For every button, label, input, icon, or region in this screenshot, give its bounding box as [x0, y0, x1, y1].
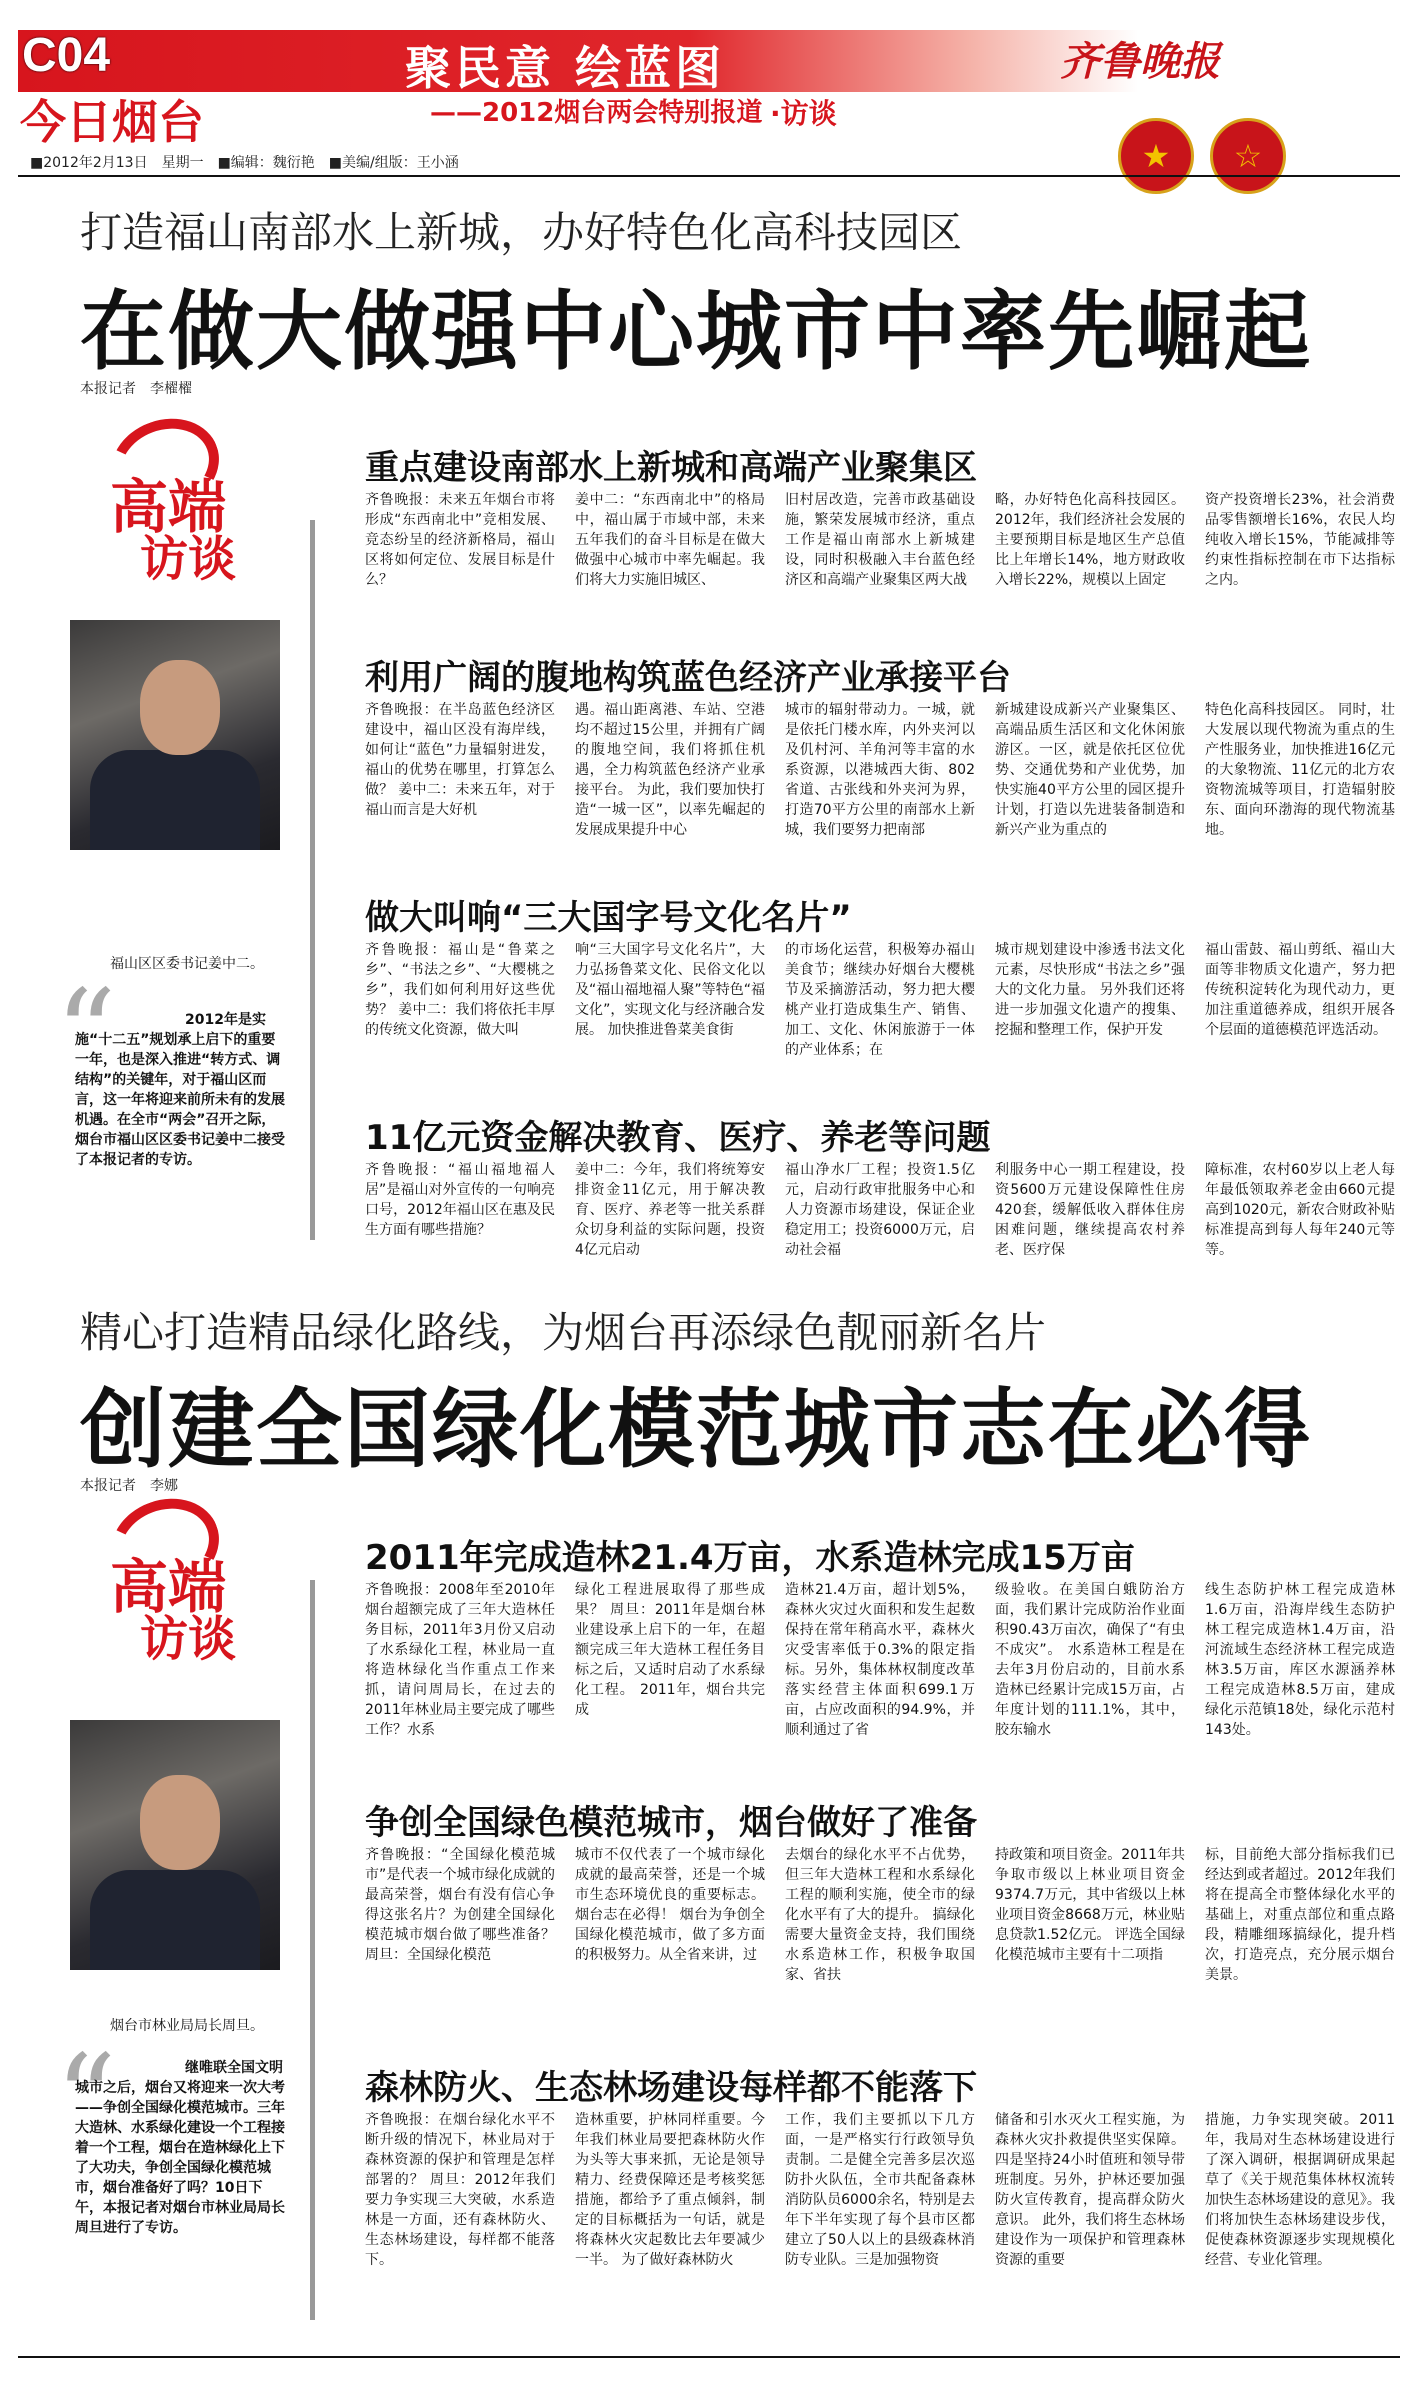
dateline: ■2012年2月13日 星期一 ■编辑：魏衍艳 ■美编/组版：王小涵	[30, 155, 459, 171]
text-column: 齐鲁晚报：“全国绿化模范城市”是代表一个城市绿化成就的最高荣誉，烟台有没有信心争得这张名片？为创建全国绿化模范城市烟台做了哪些准备？ 周旦：全国绿化模范	[365, 1847, 555, 1963]
text-column: 的市场化运营，积极筹办福山美食节；继续办好烟台大樱桃节及采摘游活动，努力把大樱桃产业打造成集生产、销售、加工、文化、休闲旅游于一体的产业体系；在	[785, 942, 975, 1058]
text-column: 响“三大国字号文化名片”，大力弘扬鲁菜文化、民俗文化以及“福山福地福人聚”等特色“福文化”，实现文化与经济融合发展。 加快推进鲁菜美食街	[575, 942, 765, 1038]
text-column: 姜中二：今年，我们将统筹安排资金11亿元，用于解决教育、医疗、养老等一批关系群众切身利益的实际问题，投资4亿元启动	[575, 1162, 765, 1258]
section-heading: 争创全国绿色模范城市，烟台做好了准备	[365, 1803, 977, 1843]
article1-byline: 本报记者 李櫂櫂	[80, 381, 192, 397]
interviewee-photo	[70, 620, 280, 850]
text-column: 遇。福山距离港、车站、空港均不超过15公里，并拥有广阔的腹地空间，我们将抓住机遇，全力构筑蓝色经济产业承接平台。 为此，我们要加快打造“一城一区”，以率先崛起的发展成果提升中心	[575, 702, 765, 838]
intro-quote: 继唯联全国文明城市之后，烟台又将迎来一次大考——争创全国绿化模范城市。三年大造林、水系绿化建设一个工程接着一个工程，烟台在造林绿化上下了大功夫，争创全国绿化模范城市，烟台准备好了吗？10日下午，本报记者对烟台市林业局局长周旦进行了专访。	[75, 2060, 285, 2236]
footer-rule	[18, 2356, 1400, 2358]
interviewee-photo	[70, 1720, 280, 1970]
badge-line1: 高端	[110, 1553, 227, 1621]
text-column: 工作，我们主要抓以下几方面，一是严格实行行政领导负责制。二是健全完善多层次巡防扑火队伍，全市共配备森林消防队员6000余名，特别是去年下半年实现了每个县市区都建立了50人以上的县级森林消防专业队。三是加强物资	[785, 2112, 975, 2268]
text-column: 标，目前绝大部分指标我们已经达到或者超过。2012年我们将在提高全市整体绿化水平的基础上，对重点部位和重点路段，精雕细琢搞绿化，提升档次，打造亮点，充分展示烟台美景。	[1205, 1847, 1395, 1983]
masthead-tag: ·访谈	[770, 97, 837, 130]
text-column: 齐鲁晚报：福山是“鲁菜之乡”、“书法之乡”、“大樱桃之乡”，我们如何利用好这些优势？ 姜中二：我们将依托丰厚的传统文化资源，做大叫	[365, 942, 555, 1038]
photo-caption: 福山区区委书记姜中二。	[110, 956, 264, 972]
text-column: 持政策和项目资金。2011年共争取市级以上林业项目资金9374.7万元，其中省级以上林业项目资金8668万元，林业贴息贷款1.52亿元。 评选全国绿化模范城市主要有十二项指	[995, 1847, 1185, 1963]
text-column: 线生态防护林工程完成造林1.6万亩，沿海岸线生态防护林工程完成造林1.4万亩，沿河流域生态经济林工程完成造林3.5万亩，库区水源涵养林工程完成造林8.5万亩，建成绿化示范镇18处，绿化示范村143处。	[1205, 1582, 1395, 1738]
text-column: 城市不仅代表了一个城市绿化成就的最高荣誉，还是一个城市生态环境优良的重要标志。烟台志在必得！ 烟台为争创全国绿化模范城市，做了多方面的积极努力。从全省来讲，过	[575, 1847, 765, 1963]
text-column: 措施，力争实现突破。2011年，我局对生态林场建设进行了深入调研，根据调研成果起草了《关于规范集体林权流转加快生态林场建设的意见》。我们将加快生态林场建设步伐，促使森林资源逐步实现规模化经营、专业化管理。	[1205, 2112, 1395, 2268]
quote-mark-icon: “	[55, 965, 117, 1104]
text-column: 资产投资增长23%，社会消费品零售额增长16%，农民人均纯收入增长15%，节能减排等约束性指标控制在市下达指标之内。	[1205, 492, 1395, 588]
text-column: 齐鲁晚报：2008年至2010年烟台超额完成了三年大造林任务目标，2011年3月份又启动了水系绿化工程，林业局一直将造林绿化当作重点工作来抓，请问周局长，在过去的2011年林业局主要完成了哪些工作？水系	[365, 1582, 555, 1738]
text-column: 福山净水厂工程；投资1.5亿元，启动行政审批服务中心和人力资源市场建设，保证企业稳定用工；投资6000万元，启动社会福	[785, 1162, 975, 1258]
article2-headline: 创建全国绿化模范城市志在必得	[80, 1380, 1312, 1480]
text-column: 齐鲁晚报：“福山福地福人居”是福山对外宣传的一句响亮口号，2012年福山区在惠及民生方面有哪些措施？	[365, 1162, 555, 1238]
interview-badge	[70, 420, 270, 587]
text-column: 新城建设成新兴产业聚集区、高端品质生活区和文化休闲旅游区。一区，就是依托区位优势、交通优势和产业优势，加快实施40平方公里的园区提升计划，打造以先进装备制造和新兴产业为重点的	[995, 702, 1185, 838]
section-heading: 2011年完成造林21.4万亩，水系造林完成15万亩	[365, 1538, 1135, 1578]
text-column: 略，办好特色化高科技园区。2012年，我们经济社会发展的主要预期目标是地区生产总值比上年增长14%，地方财政收入增长22%，规模以上固定	[995, 492, 1185, 588]
text-column: 姜中二：“东西南北中”的格局中，福山属于市域中部，未来五年我们的奋斗目标是在做大做强中心城市中率先崛起。我们将大力实施旧城区、	[575, 492, 765, 588]
column-divider	[310, 520, 315, 1240]
cppcc-emblem-icon: ☆	[1210, 118, 1286, 194]
text-column: 齐鲁晚报：在半岛蓝色经济区建设中，福山区没有海岸线，如何让“蓝色”力量辐射进发，福山的优势在哪里，打算怎么做？ 姜中二：未来五年，对于福山而言是大好机	[365, 702, 555, 818]
quote-mark-icon: “	[55, 2030, 117, 2169]
article2-kicker: 精心打造精品绿化路线，为烟台再添绿色靓丽新名片	[80, 1308, 1047, 1357]
text-column: 去烟台的绿化水平不占优势，但三年大造林工程和水系绿化工程的顺利实施，使全市的绿化水平有了大的提升。 搞绿化需要大量资金支持，我们围绕水系造林工作，积极争取国家、省扶	[785, 1847, 975, 1983]
badge-line2: 访谈	[140, 1611, 237, 1667]
text-column: 利服务中心一期工程建设，投资5600万元建设保障性住房420套，缓解低收入群体住房困难问题，继续提高农村养老、医疗保	[995, 1162, 1185, 1258]
photo-caption: 烟台市林业局局长周旦。	[110, 2018, 264, 2034]
text-column: 造林21.4万亩，超计划5%，森林火灾过火面积和发生起数保持在常年稍高水平，森林火灾受害率低于0.3%的限定指标。另外，集体林权制度改革落实经营主体面积699.1万亩，占应改面积的94.9%，并顺利通过了省	[785, 1582, 975, 1738]
header-rule	[18, 175, 1400, 177]
text-column: 旧村居改造，完善市政基础设施，繁荣发展城市经济，重点工作是福山南部水上新城建设，同时积极融入丰台蓝色经济区和高端产业聚集区两大战	[785, 492, 975, 588]
text-column: 特色化高科技园区。 同时，壮大发展以现代物流为重点的生产性服务业，加快推进16亿元的大象物流、11亿元的北方农资物流城等项目，打造辐射胶东、面向环渤海的现代物流基地。	[1205, 702, 1395, 838]
text-column: 储备和引水灭火工程实施，为森林火灾扑救提供坚实保障。四是坚持24小时值班和领导带班制度。另外，护林还要加强防火宣传教育，提高群众防火意识。 此外，我们将生态林场建设作为一项保护和管理森林资源的重要	[995, 2112, 1185, 2268]
page-number: C04	[22, 29, 111, 82]
interview-badge	[70, 1500, 270, 1667]
text-column: 城市规划建设中渗透书法文化元素，尽快形成“书法之乡”强大的文化力量。 另外我们还将进一步加强文化遗产的搜集、挖掘和整理工作，保护开发	[995, 942, 1185, 1038]
masthead-slogan: 聚民意 绘蓝图	[405, 41, 726, 95]
section-heading: 11亿元资金解决教育、医疗、养老等问题	[365, 1118, 991, 1158]
column-divider	[310, 1580, 315, 2320]
national-emblem-icon: ★	[1118, 118, 1194, 194]
text-column: 级验收。在美国白蛾防治方面，我们累计完成防治作业面积90.43万亩次，确保了“有虫不成灾”。 水系造林工程是在去年3月份启动的，目前水系造林已经累计完成15万亩，占年度计划的111.1%，其中，胶东输水	[995, 1582, 1185, 1738]
text-column: 齐鲁晚报：在烟台绿化水平不断升级的情况下，林业局对于森林资源的保护和管理是怎样部署的？ 周旦：2012年我们要力争实现三大突破，水系造林是一方面，还有森林防火、生态林场建设，每样都不能落下。	[365, 2112, 555, 2268]
section-title: 今日烟台	[20, 95, 204, 149]
article2-byline: 本报记者 李娜	[80, 1478, 178, 1494]
text-column: 造林重要，护林同样重要。今年我们林业局要把森林防火作为头等大事来抓，无论是领导精力、经费保障还是考核奖惩措施，都给予了重点倾斜，制定的目标概括为一句话，就是将森林火灾起数比去年要减少一半。 为了做好森林防火	[575, 2112, 765, 2268]
section-heading: 重点建设南部水上新城和高端产业聚集区	[365, 448, 977, 488]
text-column: 福山雷鼓、福山剪纸、福山大面等非物质文化遗产，努力把传统积淀转化为现代动力，更加注重道德养成，组织开展各个层面的道德模范评选活动。	[1205, 942, 1395, 1038]
newspaper-logo: 齐鲁晚报	[1060, 38, 1220, 85]
section-heading: 做大叫响“三大国字号文化名片”	[365, 898, 852, 938]
section-heading: 森林防火、生态林场建设每样都不能落下	[365, 2068, 977, 2108]
intro-quote: 2012年是实施“十二五”规划承上启下的重要一年，也是深入推进“转方式、调结构”的关键年，对于福山区而言，这一年将迎来前所未有的发展机遇。在全市“两会”召开之际，烟台市福山区区委书记姜中二接受了本报记者的专访。	[75, 1012, 285, 1168]
text-column: 齐鲁晚报：未来五年烟台市将形成“东西南北中”竞相发展、竞态纷呈的经济新格局，福山区将如何定位、发展目标是什么？	[365, 492, 555, 588]
masthead-subtitle: ——2012烟台两会特别报道	[430, 98, 763, 128]
article1-headline: 在做大做强中心城市中率先崛起	[80, 282, 1312, 382]
text-column: 绿化工程进展取得了那些成果？ 周旦：2011年是烟台林业建设承上启下的一年，在超额完成三年大造林工程任务目标之后，又适时启动了水系绿化工程。 2011年，烟台共完成	[575, 1582, 765, 1718]
text-column: 城市的辐射带动力。一城，就是依托门楼水库，内外夹河以及仉村河、羊角河等丰富的水系资源，以港城西大街、802省道、古张线和外夹河为界，打造70平方公里的南部水上新城，我们要努力把南部	[785, 702, 975, 838]
text-column: 障标准，农村60岁以上老人每年最低领取养老金由660元提高到1020元，新农合财政补贴标准提高到每人每年240元等等。	[1205, 1162, 1395, 1258]
section-heading: 利用广阔的腹地构筑蓝色经济产业承接平台	[365, 658, 1011, 698]
article1-kicker: 打造福山南部水上新城，办好特色化高科技园区	[80, 208, 963, 257]
badge-line2: 访谈	[140, 531, 237, 587]
badge-line1: 高端	[110, 473, 227, 541]
